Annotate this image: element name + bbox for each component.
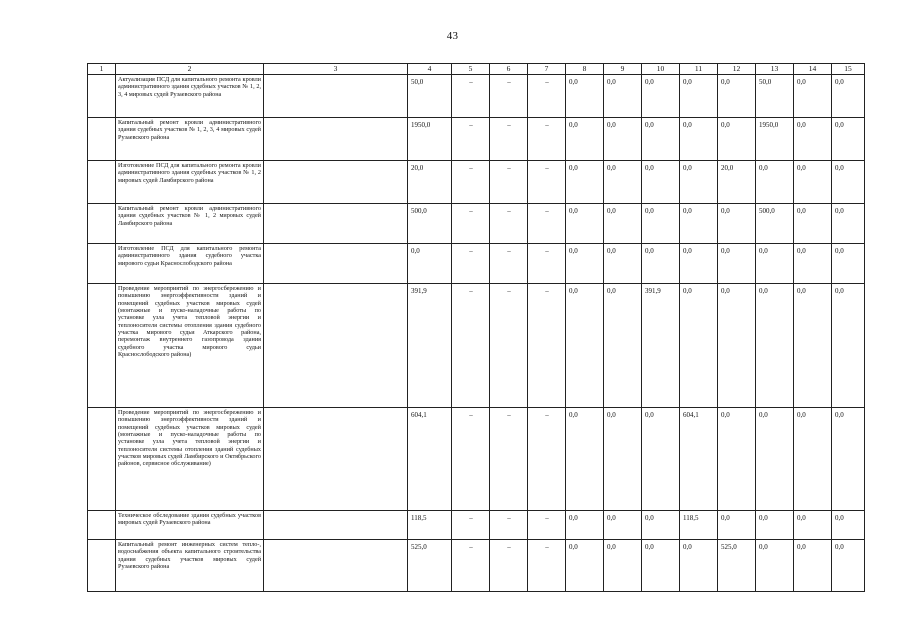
value-cell-col-12: 0,0	[718, 284, 756, 408]
value-cell-col-13: 0,0	[756, 540, 794, 592]
row-number-cell	[88, 284, 116, 408]
value-cell-col-9: 0,0	[604, 284, 642, 408]
value-cell-col-8: 0,0	[566, 284, 604, 408]
value-cell-col-13: 50,0	[756, 75, 794, 118]
value-cell-col-15: 0,0	[832, 161, 865, 204]
value-cell-col-14: 0,0	[794, 284, 832, 408]
value-cell-col-12: 0,0	[718, 244, 756, 284]
page-number: 43	[446, 30, 459, 42]
table-row	[88, 118, 865, 161]
value-cell-col-12: 0,0	[718, 75, 756, 118]
value-cell-col-14: 0,0	[794, 204, 832, 244]
value-cell-col-15: 0,0	[832, 408, 865, 511]
value-cell-col-10: 0,0	[642, 540, 680, 592]
column-header-1: 1	[88, 64, 116, 75]
table-row	[88, 204, 865, 244]
value-cell-col-8: 0,0	[566, 408, 604, 511]
value-cell-col-4: 525,0	[408, 540, 452, 592]
column-header-15: 15	[832, 64, 865, 75]
value-cell-col-5: –	[452, 75, 490, 118]
value-cell-col-15: 0,0	[832, 204, 865, 244]
value-cell-col-11: 0,0	[680, 75, 718, 118]
value-cell-col-7: –	[528, 244, 566, 284]
value-cell-col-6: –	[490, 511, 528, 540]
value-cell-col-4: 20,0	[408, 161, 452, 204]
value-cell-col-10: 391,9	[642, 284, 680, 408]
row-number-cell	[88, 244, 116, 284]
value-cell-col-6: –	[490, 408, 528, 511]
value-cell-col-8: 0,0	[566, 118, 604, 161]
value-cell-col-5: –	[452, 511, 490, 540]
value-cell-col-13: 0,0	[756, 284, 794, 408]
table-row	[88, 408, 865, 511]
row-number-cell	[88, 408, 116, 511]
value-cell-col-8: 0,0	[566, 161, 604, 204]
row-description: Капитальный ремонт кровли административного здания судебных участков № 1, 2 мировых судей Ламбирского района	[116, 204, 264, 244]
column-header-6: 6	[490, 64, 528, 75]
table-body	[88, 64, 865, 592]
value-cell-col-5: –	[452, 408, 490, 511]
column-header-12: 12	[718, 64, 756, 75]
column-header-2: 2	[116, 64, 264, 75]
column-header-7: 7	[528, 64, 566, 75]
value-cell-col-15: 0,0	[832, 244, 865, 284]
value-cell-col-5: –	[452, 284, 490, 408]
row-description: Изготовление ПСД для капитального ремонта административного здания судебного участка мирового судьи Краснослободского района	[116, 244, 264, 284]
row-column-3	[264, 540, 408, 592]
column-header-10: 10	[642, 64, 680, 75]
value-cell-col-10: 0,0	[642, 161, 680, 204]
value-cell-col-6: –	[490, 118, 528, 161]
value-cell-col-10: 0,0	[642, 75, 680, 118]
value-cell-col-6: –	[490, 75, 528, 118]
value-cell-col-7: –	[528, 161, 566, 204]
value-cell-col-4: 604,1	[408, 408, 452, 511]
value-cell-col-9: 0,0	[604, 75, 642, 118]
value-cell-col-12: 0,0	[718, 511, 756, 540]
value-cell-col-7: –	[528, 118, 566, 161]
row-number-cell	[88, 540, 116, 592]
value-cell-col-7: –	[528, 75, 566, 118]
row-column-3	[264, 244, 408, 284]
column-header-4: 4	[408, 64, 452, 75]
row-column-3	[264, 284, 408, 408]
row-description: Актуализация ПСД для капитального ремонта кровли административного здания судебных участков № 1, 2, 3, 4 мировых судей Рузаевского района	[116, 75, 264, 118]
value-cell-col-11: 604,1	[680, 408, 718, 511]
value-cell-col-6: –	[490, 284, 528, 408]
column-header-8: 8	[566, 64, 604, 75]
value-cell-col-8: 0,0	[566, 540, 604, 592]
row-description: Капитальный ремонт инженерных систем тепло-, водоснабжения объекта капитального строительства здания судебных участков мировых судей Рузаевского района	[116, 540, 264, 592]
value-cell-col-10: 0,0	[642, 244, 680, 284]
value-cell-col-15: 0,0	[832, 75, 865, 118]
value-cell-col-7: –	[528, 284, 566, 408]
row-number-cell	[88, 161, 116, 204]
row-description: Проведение мероприятий по энергосбережению и повышению энергоэффективности зданий и помещений судебных участков мировых судей (монтажные и пуско-наладочные работы по установке узла учета тепловой энергии и теплоносителя системы отопления зданий судебных участков мировых судей Ламбирского и Октябрьского районов, сервисное обслуживание)	[116, 408, 264, 511]
value-cell-col-6: –	[490, 244, 528, 284]
value-cell-col-9: 0,0	[604, 511, 642, 540]
row-description: Техническое обследование здания судебных участков мировых судей Рузаевского района	[116, 511, 264, 540]
value-cell-col-11: 0,0	[680, 284, 718, 408]
row-column-3	[264, 204, 408, 244]
value-cell-col-13: 1950,0	[756, 118, 794, 161]
value-cell-col-5: –	[452, 118, 490, 161]
table-row	[88, 540, 865, 592]
value-cell-col-15: 0,0	[832, 118, 865, 161]
value-cell-col-7: –	[528, 540, 566, 592]
value-cell-col-12: 20,0	[718, 161, 756, 204]
column-header-3: 3	[264, 64, 408, 75]
row-column-3	[264, 408, 408, 511]
row-column-3	[264, 511, 408, 540]
value-cell-col-13: 0,0	[756, 244, 794, 284]
header-row	[88, 64, 865, 75]
value-cell-col-6: –	[490, 540, 528, 592]
table-row	[88, 75, 865, 118]
value-cell-col-11: 0,0	[680, 244, 718, 284]
value-cell-col-15: 0,0	[832, 511, 865, 540]
value-cell-col-14: 0,0	[794, 244, 832, 284]
table-row	[88, 161, 865, 204]
value-cell-col-7: –	[528, 408, 566, 511]
value-cell-col-4: 118,5	[408, 511, 452, 540]
value-cell-col-14: 0,0	[794, 511, 832, 540]
value-cell-col-14: 0,0	[794, 408, 832, 511]
value-cell-col-11: 0,0	[680, 118, 718, 161]
column-header-11: 11	[680, 64, 718, 75]
value-cell-col-13: 0,0	[756, 511, 794, 540]
value-cell-col-11: 0,0	[680, 540, 718, 592]
value-cell-col-9: 0,0	[604, 161, 642, 204]
value-cell-col-8: 0,0	[566, 511, 604, 540]
value-cell-col-5: –	[452, 204, 490, 244]
row-number-cell	[88, 75, 116, 118]
value-cell-col-7: –	[528, 511, 566, 540]
budget-table	[87, 63, 865, 592]
value-cell-col-13: 0,0	[756, 161, 794, 204]
value-cell-col-12: 0,0	[718, 118, 756, 161]
value-cell-col-8: 0,0	[566, 204, 604, 244]
value-cell-col-11: 0,0	[680, 204, 718, 244]
value-cell-col-4: 391,9	[408, 284, 452, 408]
value-cell-col-8: 0,0	[566, 75, 604, 118]
value-cell-col-4: 50,0	[408, 75, 452, 118]
table-row	[88, 244, 865, 284]
value-cell-col-10: 0,0	[642, 118, 680, 161]
column-header-13: 13	[756, 64, 794, 75]
value-cell-col-10: 0,0	[642, 204, 680, 244]
value-cell-col-14: 0,0	[794, 75, 832, 118]
row-description: Проведение мероприятий по энергосбережению и повышению энергоэффективности зданий и помещений судебных участков мировых судей (монтажные и пуско-наладочные работы по установке узла учета тепловой энергии и теплоносителя системы отопления здания судебного участка мирового судьи Аткарского района, перемонтаж внутреннего газопровода здания судебного участка мирового судьи Краснослободского района)	[116, 284, 264, 408]
value-cell-col-14: 0,0	[794, 540, 832, 592]
value-cell-col-10: 0,0	[642, 408, 680, 511]
row-column-3	[264, 118, 408, 161]
value-cell-col-6: –	[490, 204, 528, 244]
table-row	[88, 511, 865, 540]
row-number-cell	[88, 204, 116, 244]
value-cell-col-7: –	[528, 204, 566, 244]
value-cell-col-11: 118,5	[680, 511, 718, 540]
value-cell-col-14: 0,0	[794, 161, 832, 204]
value-cell-col-4: 500,0	[408, 204, 452, 244]
value-cell-col-15: 0,0	[832, 540, 865, 592]
value-cell-col-11: 0,0	[680, 161, 718, 204]
value-cell-col-15: 0,0	[832, 284, 865, 408]
value-cell-col-12: 0,0	[718, 408, 756, 511]
value-cell-col-9: 0,0	[604, 540, 642, 592]
table-row	[88, 284, 865, 408]
row-column-3	[264, 161, 408, 204]
value-cell-col-10: 0,0	[642, 511, 680, 540]
value-cell-col-4: 0,0	[408, 244, 452, 284]
value-cell-col-6: –	[490, 161, 528, 204]
value-cell-col-12: 525,0	[718, 540, 756, 592]
column-header-14: 14	[794, 64, 832, 75]
value-cell-col-9: 0,0	[604, 118, 642, 161]
value-cell-col-9: 0,0	[604, 408, 642, 511]
row-number-cell	[88, 118, 116, 161]
value-cell-col-5: –	[452, 161, 490, 204]
column-header-9: 9	[604, 64, 642, 75]
row-description: Изготовление ПСД для капитального ремонта кровли административного здания судебных участков № 1, 2 мировых судей Ламбирского района	[116, 161, 264, 204]
value-cell-col-5: –	[452, 540, 490, 592]
row-number-cell	[88, 511, 116, 540]
row-column-3	[264, 75, 408, 118]
value-cell-col-4: 1950,0	[408, 118, 452, 161]
value-cell-col-9: 0,0	[604, 204, 642, 244]
value-cell-col-8: 0,0	[566, 244, 604, 284]
value-cell-col-5: –	[452, 244, 490, 284]
value-cell-col-13: 0,0	[756, 408, 794, 511]
row-description: Капитальный ремонт кровли административного здания судебных участков № 1, 2, 3, 4 мировых судей Рузаевского района	[116, 118, 264, 161]
column-header-5: 5	[452, 64, 490, 75]
value-cell-col-12: 0,0	[718, 204, 756, 244]
value-cell-col-13: 500,0	[756, 204, 794, 244]
value-cell-col-9: 0,0	[604, 244, 642, 284]
value-cell-col-14: 0,0	[794, 118, 832, 161]
